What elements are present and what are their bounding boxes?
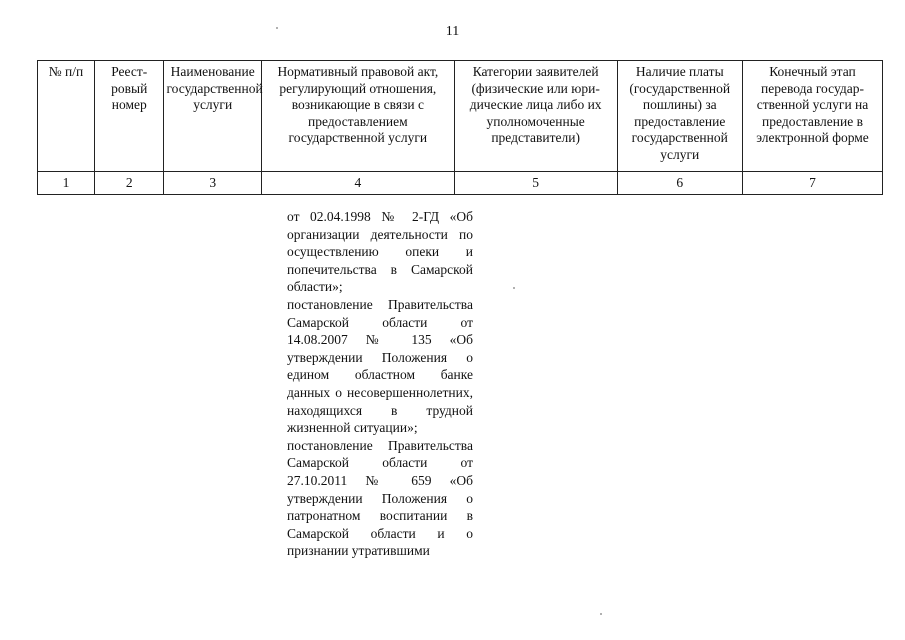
legal-act-paragraph: от 02.04.1998 № 2-ГД «Об организации деятельности по осуществлению опеки и попечительства в Самарской области»; (287, 209, 473, 295)
scan-speck (513, 287, 515, 289)
table-header-row (38, 61, 883, 172)
column-number: 3 (164, 172, 261, 195)
header-cell-legal-act: Нормативный правовой акт, регулирующий отношения, возникающие в связи с предоставлением государственной услуги (261, 61, 454, 172)
column-number: 4 (261, 172, 454, 195)
column-number: 6 (617, 172, 742, 195)
column-number: 1 (38, 172, 95, 195)
legal-act-continuation (287, 208, 473, 560)
column-number: 7 (742, 172, 882, 195)
column-number-row (38, 172, 883, 195)
legal-act-paragraph: постановление Правительства Самарской области от 14.08.2007 № 135 «Об утверждении Положения о едином областном банке данных о несовершеннолетних, находящихся в трудной жизненной ситуации»; (287, 296, 473, 436)
header-cell-fee: Наличие платы (государственной пошлины) за предоставление государственной услуги (617, 61, 742, 172)
column-number: 2 (95, 172, 164, 195)
header-cell-registry-number: Реестровый номер (95, 61, 164, 172)
header-cell-service-name: Наименование государственной услуги (164, 61, 261, 172)
header-cell-final-stage: Конечный этап перевода государственной услуги на предоставление в электронной форме (742, 61, 882, 172)
registry-table (37, 60, 883, 195)
column-number: 5 (454, 172, 617, 195)
scan-speck (276, 27, 278, 29)
header-cell-number: № п/п (38, 61, 95, 172)
scan-speck (600, 613, 602, 615)
page-number: 11 (445, 24, 460, 39)
header-cell-applicant-categories: Категории заявителей (физические или юридические лица либо их уполномоченные представители) (454, 61, 617, 172)
legal-act-paragraph: постановление Правительства Самарской области от 27.10.2011 № 659 «Об утверждении Положения о патронатном воспитании в Самарской области и о признании утратившими (287, 437, 473, 559)
